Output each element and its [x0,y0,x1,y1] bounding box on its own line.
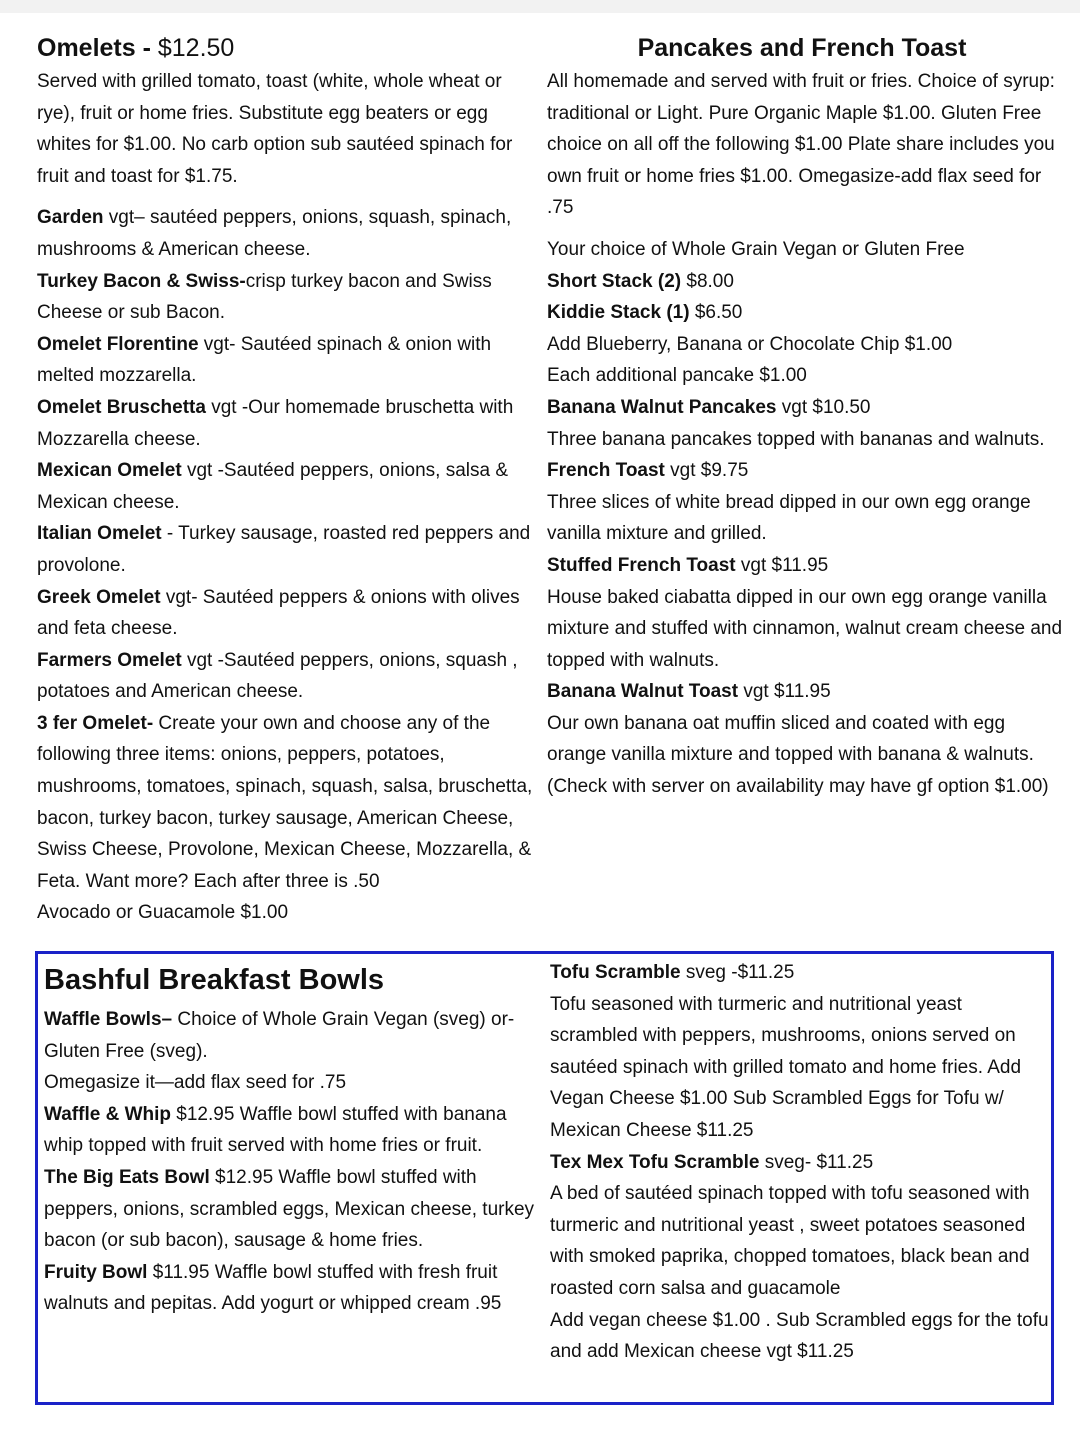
item-desc: Choice of Whole Grain Vegan (sveg) or- Gluten Free (sveg). [44,1009,515,1062]
omelet-item [37,202,542,265]
omelet-item [37,266,542,329]
omelet-item-desc: Create your own and choose any of the following three items: onions, peppers, potatoes, mushrooms, tomatoes, spinach, squash, salsa, bruschetta, bacon, turkey bacon, turkey sausage, American Cheese, Swiss Cheese, Provolone, Mexican Cheese, Mozzarella, & Feta. Want more? Each after three is .50 [37,712,533,892]
pancakes-choice: Your choice of Whole Grain Vegan or Gluten Free [547,238,965,260]
omelet-item [37,518,542,581]
item-meta: sveg- $11.25 [759,1151,874,1173]
omelet-item-name: Turkey Bacon & Swiss- [37,270,246,292]
omelet-item-desc: vgt- Sautéed peppers & onions with olives and feta cheese. [37,586,520,640]
tofu-scramble [550,957,1050,989]
bowl-item-name: Fruity Bowl [44,1261,148,1283]
omelet-item-desc: vgt -Sautéed peppers, onions, salsa & Mexican cheese. [37,460,509,513]
omelet-item-name: Mexican Omelet [37,460,182,482]
banana-walnut-pancakes-desc: Three banana pancakes topped with bananas and walnuts. [547,428,1045,450]
short-stack-name: Short Stack (2) [547,270,682,292]
omelet-item [37,582,542,645]
omelet-item-name: Italian Omelet [37,523,162,545]
kiddie-stack [547,297,1067,329]
kiddie-stack-price: $6.50 [689,302,743,324]
bowl-item-desc: $11.95 Waffle bowl stuffed with fresh fruit walnuts and pepitas. Add yogurt or whipped cream .95 [44,1261,502,1315]
bowl-item [44,1162,539,1257]
omelet-item-name: 3 fer Omelet- [37,712,154,734]
omelet-item [37,708,542,898]
item-meta: vgt $11.95 [735,554,829,576]
omelet-item [37,329,542,392]
french-toast-desc: Three slices of white bread dipped in our own egg orange vanilla mixture and grilled. [547,491,1031,545]
omelet-item-desc: vgt- Sautéed spinach & onion with melted mozzarella. [37,333,492,387]
item-name: Stuffed French Toast [547,554,736,576]
item-name: Tex Mex Tofu Scramble [550,1151,760,1173]
tex-mex-note: Add vegan cheese $1.00 . Sub Scrambled eggs for the tofu and add Mexican cheese vgt $11.25 [550,1309,1049,1363]
item-name: Tofu Scramble [550,962,681,983]
item-name: French Toast [547,460,665,482]
omelet-item-name: Omelet Bruschetta [37,396,206,418]
omelet-item [37,392,542,455]
omelet-item-name: Greek Omelet [37,586,161,608]
item-meta: vgt $9.75 [664,460,749,482]
pancake-addon: Add Blueberry, Banana or Chocolate Chip $1.00 [547,333,953,355]
banana-walnut-toast-desc: Our own banana oat muffin sliced and coated with egg orange vanilla mixture and topped with banana & walnuts. (Check with server on availability may have gf option $1.00) [547,712,1049,798]
bowls-section [44,960,539,1320]
french-toast [547,455,1067,487]
item-name: Waffle Bowls– [44,1009,173,1030]
tex-mex-tofu-scramble [550,1147,1050,1179]
omelet-item-desc: vgt -Sautéed peppers, onions, squash , potatoes and American cheese. [37,649,518,703]
stuffed-french-toast [547,550,1067,582]
omelets-section [37,30,542,929]
omelet-item-desc: - Turkey sausage, roasted red peppers and provolone. [37,523,531,576]
omelet-item-desc: vgt– sautéed peppers, onions, squash, spinach, mushrooms & American cheese. [37,207,512,260]
omelets-title: Omelets - [37,34,158,62]
omelet-item-desc: vgt -Our homemade bruschetta with Mozzarella cheese. [37,396,514,450]
short-stack-price: $8.00 [681,270,734,292]
bowl-item-name: The Big Eats Bowl [44,1166,210,1188]
omelets-intro: Served with grilled tomato, toast (white, whole wheat or rye), fruit or home fries. Substitute egg beaters or egg whites for $1.00. No carb option sub sautéed spinach for fruit and toast for $1.75. [37,71,513,187]
omelet-item-name: Farmers Omelet [37,649,182,671]
item-meta: vgt $11.95 [738,681,831,703]
banana-walnut-pancakes [547,392,1067,424]
omelet-item-desc: crisp turkey bacon and Swiss Cheese or sub Bacon. [37,270,492,324]
bowls-title: Bashful Breakfast Bowls [44,964,385,996]
tofu-section [550,957,1050,1368]
omelet-item-name: Omelet Florentine [37,333,199,355]
omelet-item-name: Garden [37,207,104,229]
tex-mex-desc: A bed of sautéed spinach topped with tofu seasoned with turmeric and nutritional yeast , sweet potatoes seasoned with smoked paprika, chopped tomatoes, black bean and roasted corn salsa and guacamole [550,1183,1030,1299]
item-name: Banana Walnut Pancakes [547,396,777,418]
tofu-scramble-desc: Tofu seasoned with turmeric and nutritional yeast scrambled with peppers, mushrooms, onions served on sautéed spinach with grilled tomato and home fries. Add Vegan Cheese $1.00 Sub Scrambled Eggs for Tofu w/ Mexican Cheese $11.25 [550,993,1022,1141]
pancakes-title: Pancakes and French Toast [637,34,967,62]
bowl-item [44,1257,539,1320]
stuffed-french-toast-desc: House baked ciabatta dipped in our own egg orange vanilla mixture and stuffed with cinnamon, walnut cream cheese and topped with walnuts. [547,586,1063,671]
pancakes-intro: All homemade and served with fruit or fries. Choice of syrup: traditional or Light. Pure Organic Maple $1.00. Gluten Free choice on all off the following $1.00 Plate share includes you own fruit or home fries $1.00. Omegasize-add flax seed for .75 [547,71,1055,219]
kiddie-stack-name: Kiddie Stack (1) [547,302,690,324]
top-bar [0,0,1080,13]
omelets-price: $12.50 [157,34,235,62]
bowls-omegasize: Omegasize it—add flax seed for .75 [44,1072,347,1094]
bowl-item-desc: $12.95 Waffle bowl stuffed with banana whip topped with fruit served with home fries or fruit. [44,1103,507,1157]
item-meta: vgt $10.50 [776,396,871,418]
bowl-item-name: Waffle & Whip [44,1103,171,1125]
omelet-item [37,645,542,708]
waffle-bowls [44,1004,539,1067]
short-stack [547,266,1067,298]
pancakes-section [547,30,1067,803]
item-meta: sveg -$11.25 [680,962,795,983]
bowl-item-desc: $12.95 Waffle bowl stuffed with peppers, onions, scrambled eggs, Mexican cheese, turkey bacon (or sub bacon), sausage & home fries. [44,1166,535,1252]
omelet-item [37,455,542,518]
omelets-footer: Avocado or Guacamole $1.00 [37,902,289,924]
item-name: Banana Walnut Toast [547,681,739,703]
omelets-heading [37,30,542,66]
bowl-item [44,1099,539,1162]
pancake-additional: Each additional pancake $1.00 [547,365,807,387]
banana-walnut-toast [547,676,1067,708]
